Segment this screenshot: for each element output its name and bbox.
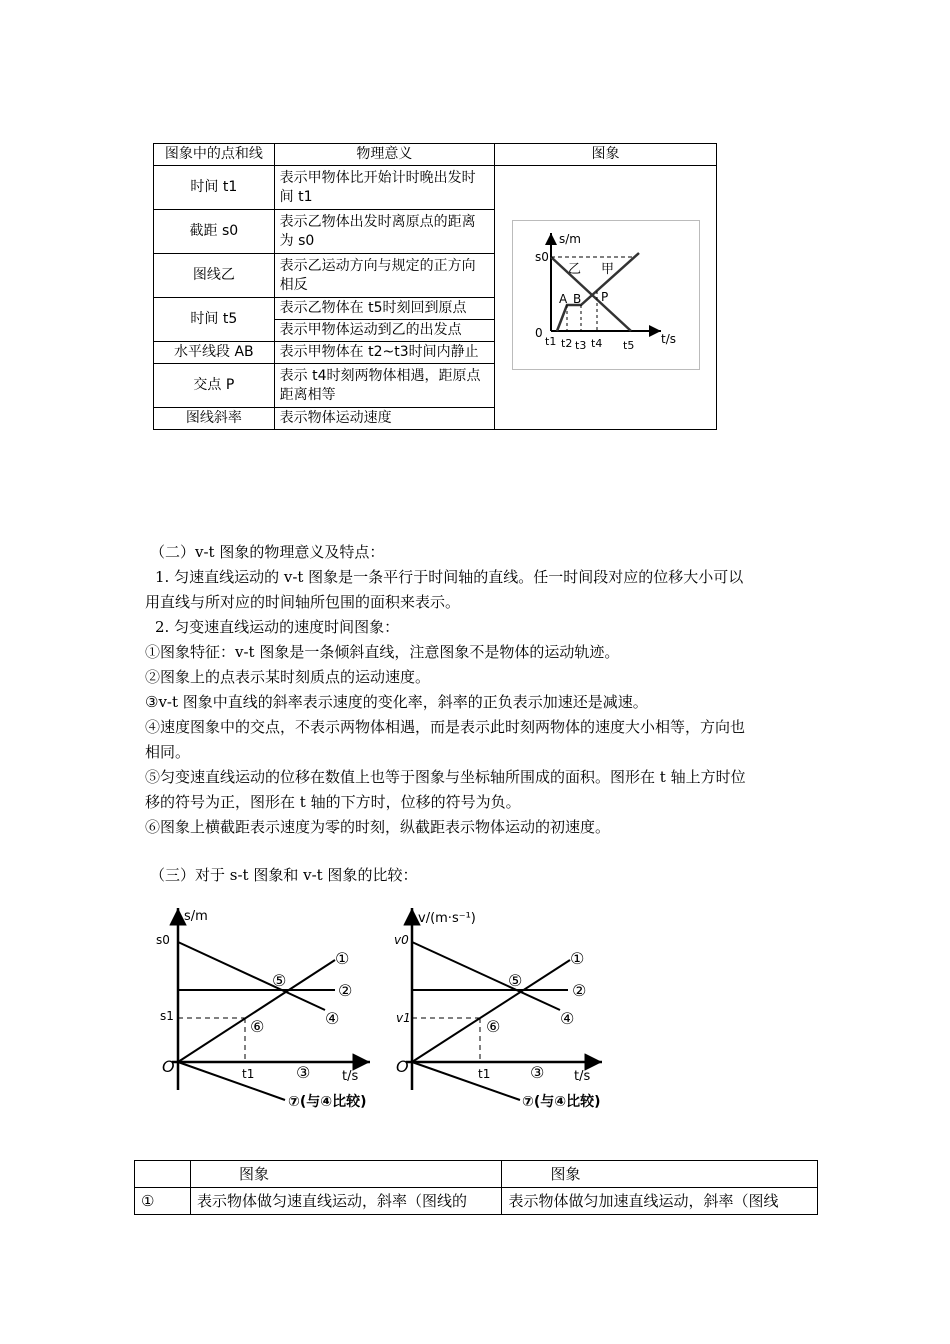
row-point: 交点 P: [154, 364, 275, 408]
st-graph-small: [512, 220, 700, 370]
st-line1-label: ①: [335, 949, 350, 968]
tick-t3: t3: [574, 338, 586, 352]
row-meaning: 表示物体运动速度: [274, 408, 494, 430]
section2-line: ⑤匀变速直线运动的位移在数值上也等于图象与坐标轴所围成的面积。图形在 t 轴上方时位: [145, 768, 746, 786]
st-line2-label: ②: [338, 981, 353, 1000]
st-point6-label: ⑥: [250, 1017, 265, 1036]
section2-line: ③v-t 图象中直线的斜率表示速度的变化率，斜率的正负表示加速还是减速。: [145, 693, 648, 711]
yi-label: 乙: [567, 261, 581, 277]
header-meaning: 物理意义: [274, 144, 494, 166]
origin-label: 0: [534, 325, 543, 340]
point-b-label: B: [572, 291, 581, 306]
row-meaning: 表示乙运动方向与规定的正方向相反: [274, 254, 494, 298]
vt-y-label: v/(m·s⁻¹): [418, 911, 476, 926]
st-t1: t1: [242, 1067, 255, 1081]
comparison-graphs: [150, 900, 650, 1120]
st-line4-label: ④: [325, 1009, 340, 1028]
section2-heading: （二）v-t 图象的物理意义及特点：: [150, 543, 385, 561]
point-p-label: P: [600, 289, 608, 304]
header-vt: 图象: [502, 1161, 818, 1188]
st-s0: s0: [156, 933, 170, 947]
section2-line: ①图象特征：v-t 图象是一条倾斜直线，注意图象不是物体的运动轨迹。: [145, 643, 620, 661]
vt-line1-label: ①: [570, 949, 585, 968]
vt-v0: v0: [394, 933, 409, 947]
section2-line: ④速度图象中的交点，不表示两物体相遇，而是表示此时刻两物体的速度大小相等，方向也: [145, 718, 746, 736]
row-st-desc: 表示物体做匀速直线运动，斜率（图线的: [190, 1188, 502, 1215]
tick-t4: t4: [590, 336, 602, 350]
section2-line: 1. 匀速直线运动的 v-t 图象是一条平行于时间轴的直线。任一时间段对应的位移大小可以: [155, 568, 744, 586]
jia-label: 甲: [600, 261, 614, 277]
header-graph: 图象: [495, 144, 717, 166]
vt-v1: v1: [396, 1011, 411, 1025]
row-point: 时间 t5: [154, 298, 275, 342]
tick-t5: t5: [622, 338, 634, 352]
row-point: 时间 t1: [154, 166, 275, 210]
vt-line2-label: ②: [572, 981, 587, 1000]
st-graph: [156, 908, 370, 1110]
section2-line: ⑥图象上横截距表示速度为零的时刻，纵截距表示物体运动的初速度。: [145, 818, 611, 836]
row-meaning: 表示甲物体运动到乙的出发点: [274, 320, 494, 342]
vt-line4-label: ④: [560, 1009, 575, 1028]
vt-point6-label: ⑥: [486, 1017, 501, 1036]
row-point: 水平线段 AB: [154, 342, 275, 364]
graph-cell: [495, 166, 717, 430]
section2-line: 2. 匀变速直线运动的速度时间图象：: [155, 618, 400, 636]
vt-line3-label: ③: [530, 1063, 545, 1082]
section2-line: ②图象上的点表示某时刻质点的运动速度。: [145, 668, 431, 686]
vt-line7-label: ⑦(与④比较): [522, 1094, 601, 1110]
section2-line: 移的符号为正，图形在 t 轴的下方时，位移的符号为负。: [145, 793, 521, 811]
st-origin: O: [162, 1057, 175, 1076]
vt-x-label: t/s: [574, 1069, 591, 1084]
point-a-label: A: [558, 291, 567, 306]
row-meaning: 表示乙物体出发时离原点的距离为 s0: [274, 210, 494, 254]
tick-t1: t1: [544, 334, 556, 348]
st-point5-label: ⑤: [272, 971, 287, 990]
row-meaning: 表示甲物体比开始计时晚出发时间 t1: [274, 166, 494, 210]
row-point: 图线乙: [154, 254, 275, 298]
meaning-table: [153, 143, 717, 430]
vt-point5-label: ⑤: [508, 971, 523, 990]
section3-heading: （三）对于 s-t 图象和 v-t 图象的比较：: [150, 866, 418, 884]
row-vt-desc: 表示物体做匀加速直线运动，斜率（图线: [502, 1188, 818, 1215]
x-label: t/s: [660, 331, 676, 346]
s0-label: s0: [534, 249, 549, 264]
vt-graph: [394, 908, 602, 1110]
header-blank: [135, 1161, 191, 1188]
row-point: 截距 s0: [154, 210, 275, 254]
comparison-table: [134, 1160, 818, 1215]
st-line3-label: ③: [296, 1063, 311, 1082]
y-label: s/m: [558, 231, 581, 246]
section2-line: 相同。: [145, 743, 191, 761]
header-st: 图象: [190, 1161, 502, 1188]
section2-line: 用直线与所对应的时间轴所包围的面积来表示。: [145, 593, 461, 611]
row-meaning: 表示乙物体在 t5时刻回到原点: [274, 298, 494, 320]
row-point: 图线斜率: [154, 408, 275, 430]
row-meaning: 表示 t4时刻两物体相遇，距原点距离相等: [274, 364, 494, 408]
st-s1: s1: [160, 1009, 174, 1023]
row-meaning: 表示甲物体在 t2~t3时间内静止: [274, 342, 494, 364]
row-index: ①: [135, 1188, 191, 1215]
header-point: 图象中的点和线: [154, 144, 275, 166]
st-y-label: s/m: [184, 909, 208, 924]
tick-t2: t2: [560, 336, 572, 350]
vt-t1: t1: [478, 1067, 491, 1081]
st-x-label: t/s: [342, 1069, 359, 1084]
st-line7-label: ⑦(与④比较): [288, 1094, 367, 1110]
vt-origin: O: [396, 1057, 409, 1076]
